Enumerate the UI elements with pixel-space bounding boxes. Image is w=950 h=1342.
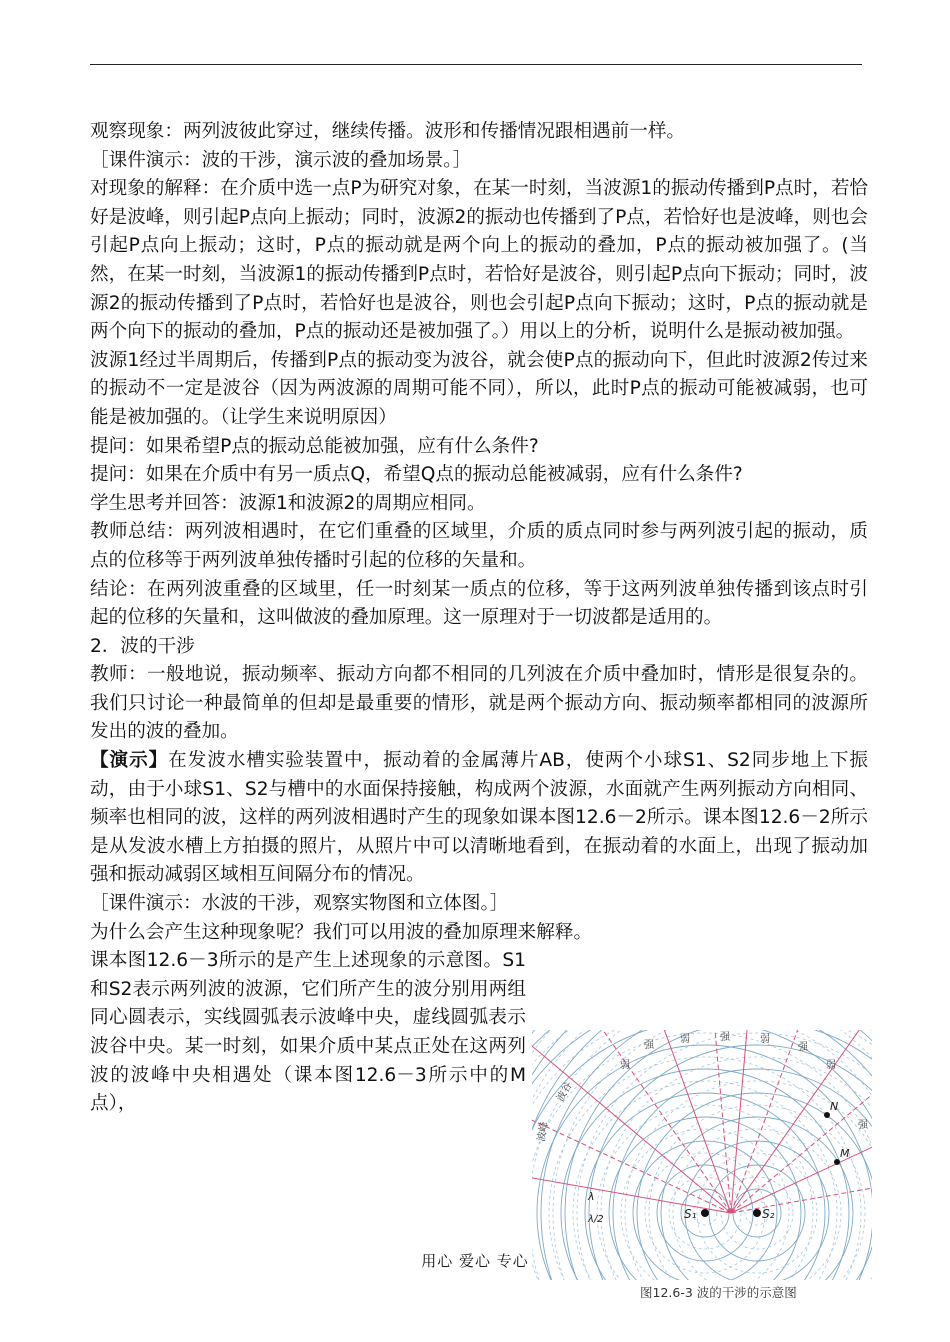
strong-line [731,1030,872,1213]
weak-line [532,1030,731,1213]
weak-line [696,1030,731,1213]
label-s1: S₁ [684,1207,697,1221]
paragraph: 提问：如果在介质中有另一质点Q，希望Q点的振动总能被减弱，应有什么条件? [90,464,743,486]
strong-line [532,1144,731,1213]
trough-circle [553,1030,872,1280]
interference-diagram [532,1030,872,1280]
trough-circle [549,1057,861,1280]
region-label: 强 [798,1042,808,1053]
label-s2: S₂ [762,1207,775,1221]
region-label: 弱 [680,1034,690,1045]
strong-line [532,1030,731,1213]
label-n: N [830,1100,839,1113]
label-trough: 波谷 [555,1080,575,1104]
page-footer: 用心 爱心 专心 [421,1252,529,1270]
label-lambda: λ [588,1190,595,1203]
figure-caption: 图12.6-3 波的干涉的示意图 [640,1285,797,1300]
header-rule [90,64,862,65]
paragraph: 结论：在两列波重叠的区域里，任一时刻某一质点的位移，等于这两列波单独传播到该点时引起的位移的矢量和，这叫做波的叠加原理。这一原理对于一切波都是适用的。 [90,578,868,629]
paragraph: 为什么会产生这种现象呢？我们可以用波的叠加原理来解释。 [90,921,593,943]
region-label: 强 [720,1032,730,1043]
region-label: 强 [644,1040,654,1051]
paragraph: 教师：一般地说，振动频率、振动方向都不相同的几列波在介质中叠加时，情形是很复杂的。我们只讨论一种最简单的但却是最重要的情形，就是两个振动方向、振动频率都相同的波源所发出的波的叠加。 [90,664,868,743]
label-m: M [840,1147,850,1160]
label-crest: 波峰 [536,1120,551,1143]
region-label: 弱 [620,1060,630,1071]
paragraph: ［课件演示：波的干涉，演示波的叠加场景。］ [90,149,472,171]
paragraph: 教师总结：两列波相遇时，在它们重叠的区域里，介质的质点同时参与两列波引起的振动，质点的位移等于两列波单独传播时引起的位移的矢量和。 [90,521,868,571]
paragraph: 学生思考并回答：波源1和波源2的周期应相同。 [90,492,486,514]
figure-side-paragraph: 课本图12.6－3所示的是产生上述现象的示意图。S1和S2表示两列波的波源，它们所产生的波分别用两组同心圆表示，实线圆弧表示波峰中央，虚线圆弧表示波谷中央。某一时刻，如果介质中某点正处在这两列波的波峰中央相遇处（课本图12.6－3所示中的M点）， [90,950,526,1115]
source-s1 [701,1209,709,1217]
crest-circle [589,1045,872,1280]
weak-line [731,1030,872,1213]
paragraph: 观察现象：两列波彼此穿过，继续传播。波形和传播情况跟相遇前一样。 [90,121,686,142]
demo-paragraph [90,747,868,890]
paragraph: 波源1经过半周期后，传播到P点的振动变为波谷，就会使P点的振动向下，但此时波源2传过来的振动不一定是波谷（因为两波源的周期可能不同），所以，此时P点的振动可能被减弱，也可能是被加强的。（让学生来说明原因） [90,349,868,428]
demo-text: 在发波水槽实验装置中，振动着的金属薄片AB，使两个小球S1、S2同步地上下振动，由于小球S1、S2与槽中的水面保持接触，构成两个波源，水面就产生两列振动方向相同、频率也相同的波，这样的两列波相遇时产生的现象如课本图12.6－2所示。课本图12.6－2所示是从发波水槽上方拍摄的照片，从照片中可以清晰地看到，在振动着的水面上，出现了振动加强和振动减弱区域相互间隔分布的情况。 [90,750,868,886]
interference-figure [532,1030,872,1320]
label-half-lambda: λ/2 [588,1214,604,1225]
region-label: 弱 [760,1034,770,1045]
paragraph: ［课件演示：水波的干涉，观察实物图和立体图。］ [90,893,509,915]
region-label: 弱 [826,1060,836,1071]
document-body [90,118,868,1119]
section-heading: 2．波的干涉 [90,635,195,657]
source-s2 [753,1209,761,1217]
region-label: 强 [858,1120,868,1131]
demo-tag: 【演示】 [90,750,169,772]
paragraph: 对现象的解释：在介质中选一点P为研究对象，在某一时刻，当波源1的振动传播到P点时，若恰好是波峰，则引起P点向上振动；同时，波源2的振动也传播到了P点，若恰好也是波峰，则也会引起P点向上振动；这时，P点的振动就是两个向上的振动的叠加，P点的振动被加强了。(当然，在某一时刻，当波源1的振动传播到P点时，若恰好是波谷，则引起P点向下振动；同时，波源2的振动传播到了P点时，若恰好也是波谷，则也会引起P点向下振动；这时，P点的振动就是两个向下的振动的叠加，P点的振动还是被加强了。）用以上的分析，说明什么是振动被加强。 [90,178,869,343]
paragraph: 提问：如果希望P点的振动总能被加强，应有什么条件? [90,435,539,457]
